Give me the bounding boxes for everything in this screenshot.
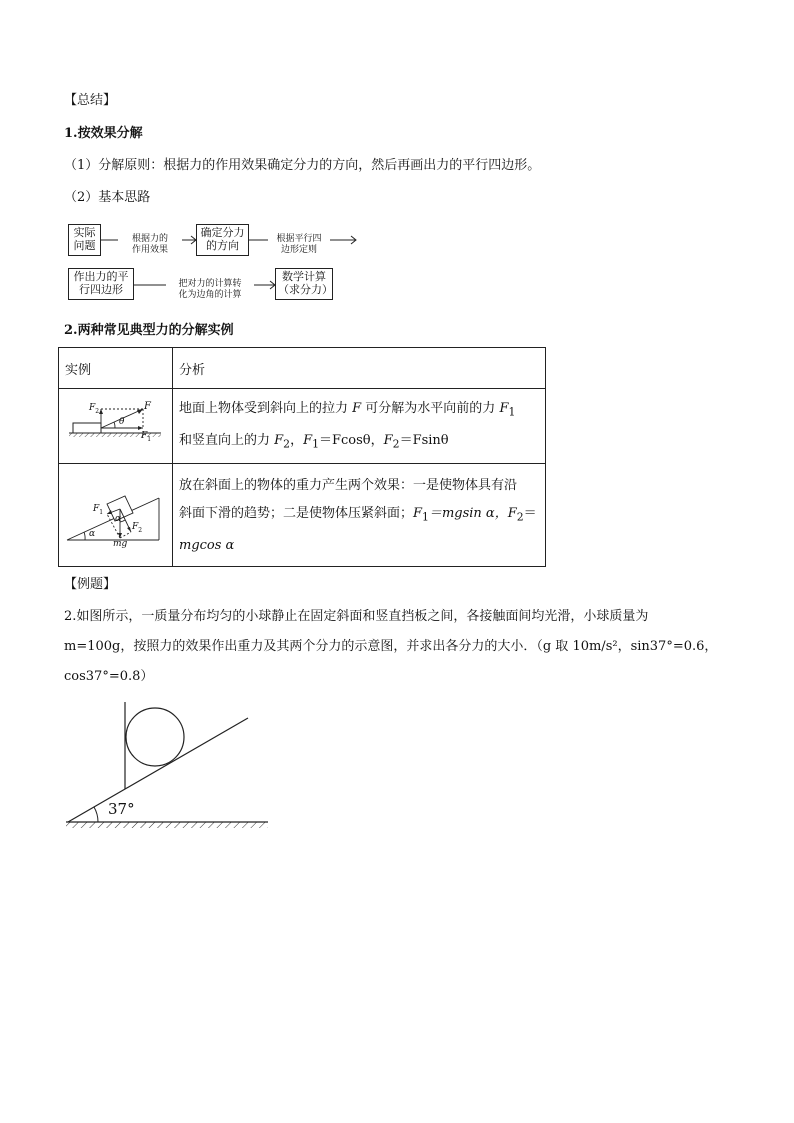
incline-line [68, 718, 248, 822]
angle-37-label: 37° [108, 800, 135, 818]
flow-arrow3-label: 把对力的计算转 化为边角的计算 [166, 279, 254, 301]
flow-box-component-direction: 确定分力 的方向 [196, 224, 249, 256]
flow-box-draw-parallelogram: 作出力的平 行四边形 [68, 268, 134, 300]
flow-box-math-calculation: 数学计算 （求分力） [275, 268, 333, 300]
table-row [59, 464, 546, 567]
angle-alpha-label-base: α [89, 529, 96, 539]
header-example: 实例 [65, 362, 92, 378]
header-analysis: 分析 [179, 362, 206, 378]
table-row [59, 389, 546, 464]
force-F2-label: $F_2$ [132, 522, 143, 534]
decomposition-principle: （1）分解原则：根据力的作用效果确定分力的方向，然后再画出力的平行四边形。 [64, 158, 541, 173]
force-F1-label: $F_1$ [93, 504, 104, 516]
example-problem-line3: cos37°=0.8） [64, 669, 154, 684]
force-F-label: F [144, 401, 151, 412]
example-problem-line1: 2.如图所示，一质量分布均匀的小球静止在固定斜面和竖直挡板之间，各接触面间均光滑，小球质量为 [64, 609, 649, 624]
angle-theta-label: θ [119, 417, 125, 427]
flow-arrow1-label: 根据力的 作用效果 [118, 234, 182, 256]
section2-title: 2.两种常见典型力的分解实例 [64, 323, 234, 338]
ball-on-incline-figure [60, 696, 275, 836]
flow-arrow2-label: 根据平行四 边形定则 [268, 234, 330, 256]
force-F1-label: $F_1$ [141, 431, 152, 443]
ground-pull-diagram [59, 389, 172, 463]
angle-alpha-label-inner: α [115, 514, 122, 524]
example-problem-line2: m=100g，按照力的效果作出重力及其两个分力的示意图，并求出各分力的大小．（g 取 10m/s²，sin37°=0.6， [64, 639, 718, 654]
row1-analysis: 地面上物体受到斜向上的拉力 F 可分解为水平向前的力 $F_1$ 和竖直向上的力 $F_2$，$F_1=Fcos\theta$，$F_2=Fsin\theta$ [179, 401, 516, 451]
section1-title: 1.按效果分解 [64, 126, 143, 141]
flow-box-actual-problem: 实际 问题 [68, 224, 101, 256]
row2-analysis: 放在斜面上的物体的重力产生两个效果：一是使物体具有沿 斜面下滑的趋势；二是使物体压紧斜面；$F_1=mgsin$ α，$F_2=$ mgcos α [179, 478, 537, 553]
decomposition-examples-table [58, 347, 546, 567]
table-header-row [59, 348, 546, 389]
ground-hatching [66, 822, 268, 828]
ball [126, 708, 184, 766]
summary-heading: 【总结】 [64, 93, 117, 108]
force-F2-label: $F_2$ [89, 403, 100, 415]
angle-arc [94, 807, 98, 822]
example-heading: 【例题】 [64, 577, 117, 592]
gravity-mg-label: mg [113, 539, 128, 549]
basic-approach-label: （2）基本思路 [64, 190, 151, 205]
